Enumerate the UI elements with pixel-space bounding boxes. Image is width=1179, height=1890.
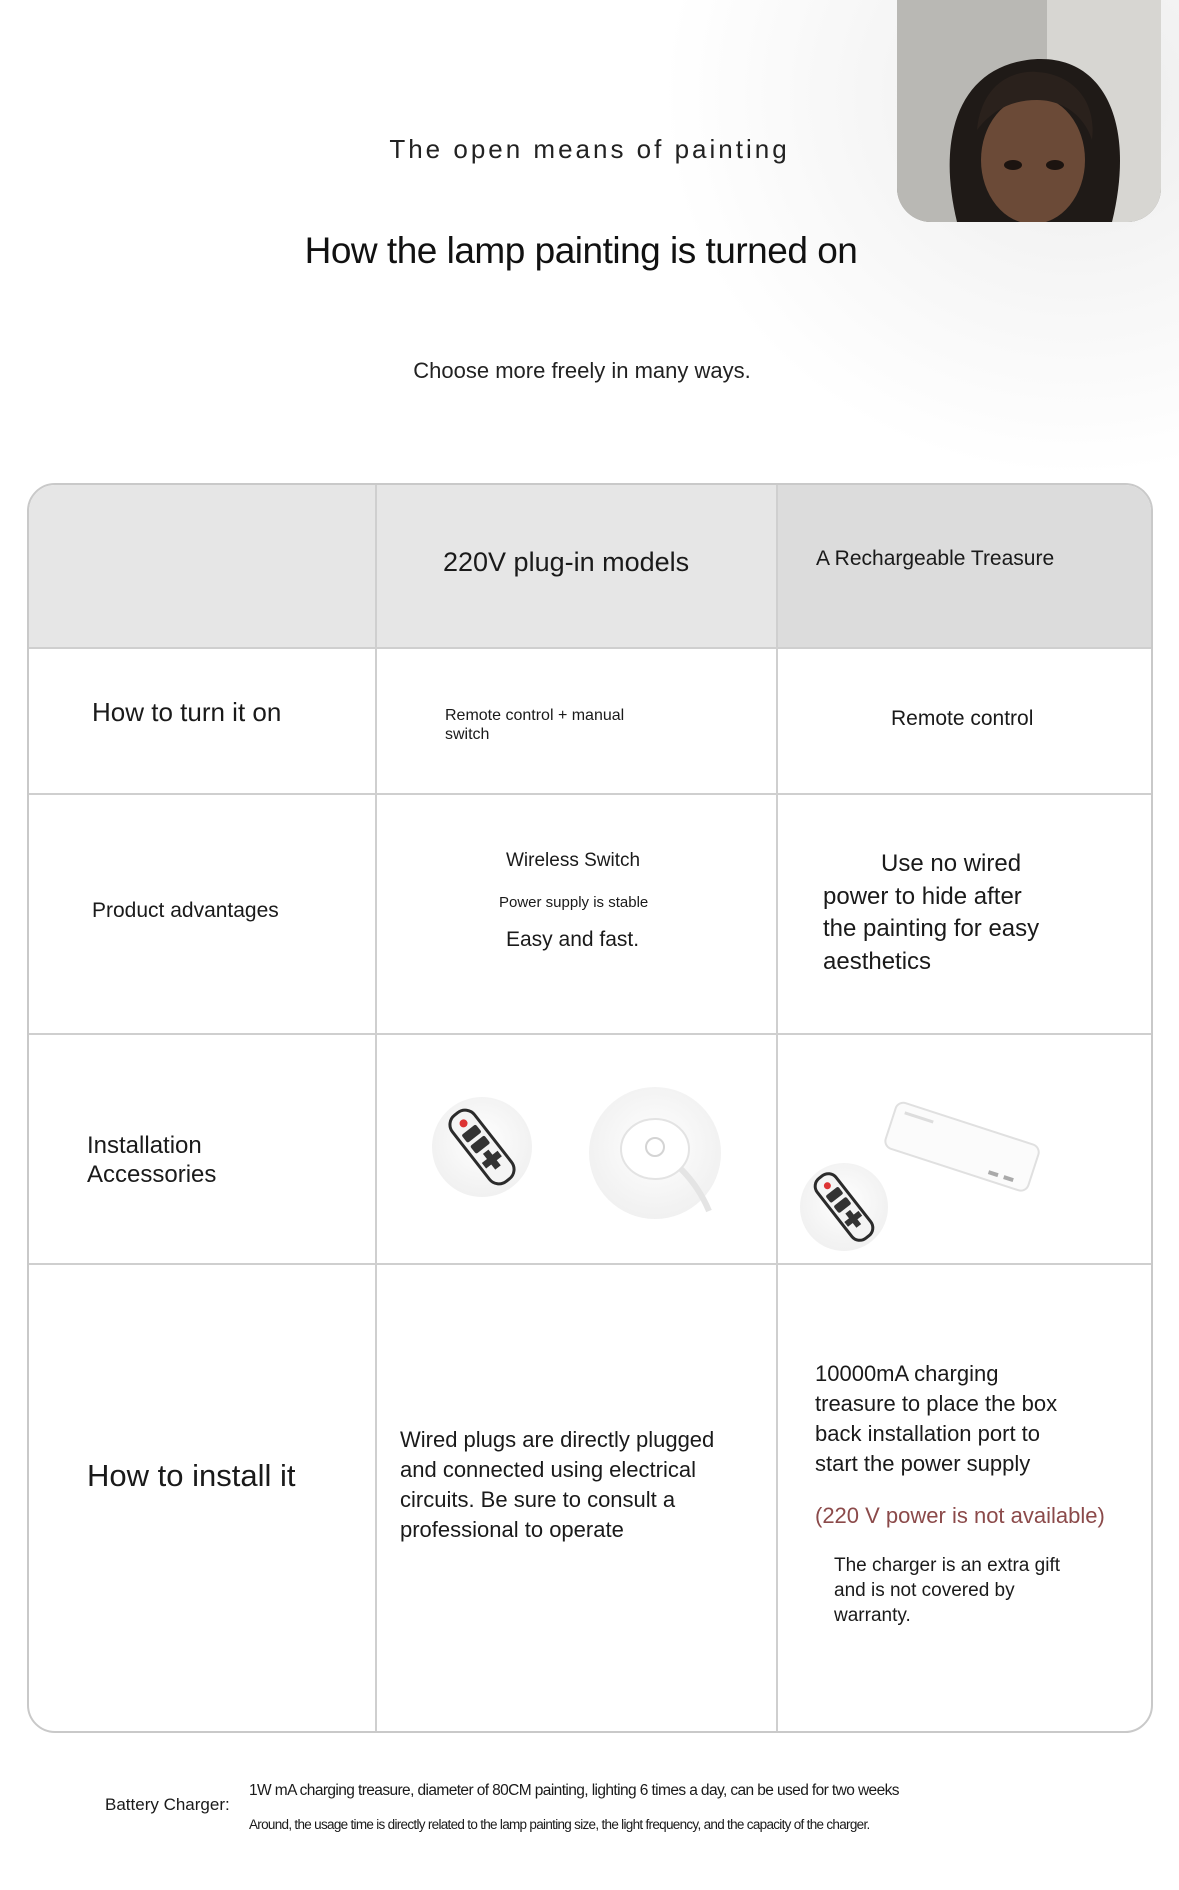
page-subtitle: Choose more freely in many ways.: [413, 358, 751, 383]
row-label-install: How to install it: [87, 1458, 296, 1493]
table-cell: [377, 649, 778, 795]
row-label-turn-on: How to turn it on: [92, 697, 282, 727]
table-header-empty: [29, 485, 377, 649]
table-cell: [778, 649, 1153, 795]
page-title: How the lamp painting is turned on: [304, 230, 858, 271]
gift-note-line2: and is not covered by: [834, 1580, 1015, 1601]
plugin-install-line2: and connected using electrical: [400, 1457, 696, 1482]
remote-control-icon: [432, 1097, 532, 1197]
comparison-table: [27, 483, 1153, 1733]
rechargeable-advantage-line4: aesthetics: [823, 948, 932, 975]
footer-line2: Around, the usage time is directly related to the lamp painting size, the light frequency, and the capacity of the charger.: [249, 1817, 870, 1832]
row-label-accessories-line2: Accessories: [87, 1161, 217, 1188]
table-row: [29, 1035, 377, 1265]
rechargeable-advantage-line2: power to hide after: [823, 883, 1022, 910]
table-cell: [778, 1265, 1153, 1733]
plugin-advantage-line3: Easy and fast.: [506, 928, 640, 951]
plugin-install-line1: Wired plugs are directly plugged: [400, 1427, 715, 1452]
column-label-plugin: 220V plug-in models: [443, 547, 690, 577]
table-row: [29, 1265, 377, 1733]
plugin-install-line4: professional to operate: [400, 1517, 624, 1542]
plugin-turn-on-line2: switch: [445, 726, 490, 743]
video-call-overlay[interactable]: [897, 0, 1161, 222]
gift-note-line3: warranty.: [834, 1605, 911, 1626]
column-label-rechargeable: A Rechargeable Treasure: [816, 547, 1055, 570]
table-cell: [778, 1035, 1153, 1265]
remote-control-icon: [800, 1163, 888, 1251]
row-label-advantages: Product advantages: [92, 899, 279, 922]
plugin-advantage-line1: Wireless Switch: [506, 850, 641, 871]
table-row: [29, 795, 377, 1035]
table-header-rechargeable: [778, 485, 1153, 649]
gift-note-line1: The charger is an extra gift: [834, 1555, 1060, 1576]
rechargeable-install-line2: treasure to place the box: [815, 1391, 1058, 1416]
rechargeable-install-line1: 10000mA charging: [815, 1361, 999, 1386]
plugin-install-line3: circuits. Be sure to consult a: [400, 1487, 676, 1512]
rechargeable-install-line3: back installation port to: [815, 1421, 1041, 1446]
wall-switch-icon: [589, 1087, 721, 1219]
table-cell: [377, 1035, 778, 1265]
table-cell: [377, 795, 778, 1035]
rechargeable-advantage-line3: the painting for easy: [823, 915, 1040, 942]
power-bank-icon: [873, 1097, 1053, 1197]
row-label-accessories-line1: Installation: [87, 1132, 202, 1159]
table-cell: [778, 795, 1153, 1035]
rechargeable-advantage-line1: Use no wired: [881, 850, 1022, 877]
person-avatar-icon: [897, 0, 1161, 222]
rechargeable-install-line4: start the power supply: [815, 1451, 1031, 1476]
table-row: [29, 649, 377, 795]
rechargeable-install-note: (220 V power is not available): [815, 1503, 1105, 1528]
plugin-turn-on-line1: Remote control + manual: [445, 707, 625, 724]
table-header-plugin: [377, 485, 778, 649]
footer-label: Battery Charger:: [105, 1795, 230, 1814]
footer-line1: 1W mA charging treasure, diameter of 80CM painting, lighting 6 times a day, can be used for two weeks: [249, 1782, 899, 1799]
rechargeable-turn-on: Remote control: [891, 707, 1034, 730]
plugin-advantage-line2: Power supply is stable: [499, 894, 649, 911]
table-cell: [377, 1265, 778, 1733]
kicker-text: The open means of painting: [389, 134, 790, 164]
